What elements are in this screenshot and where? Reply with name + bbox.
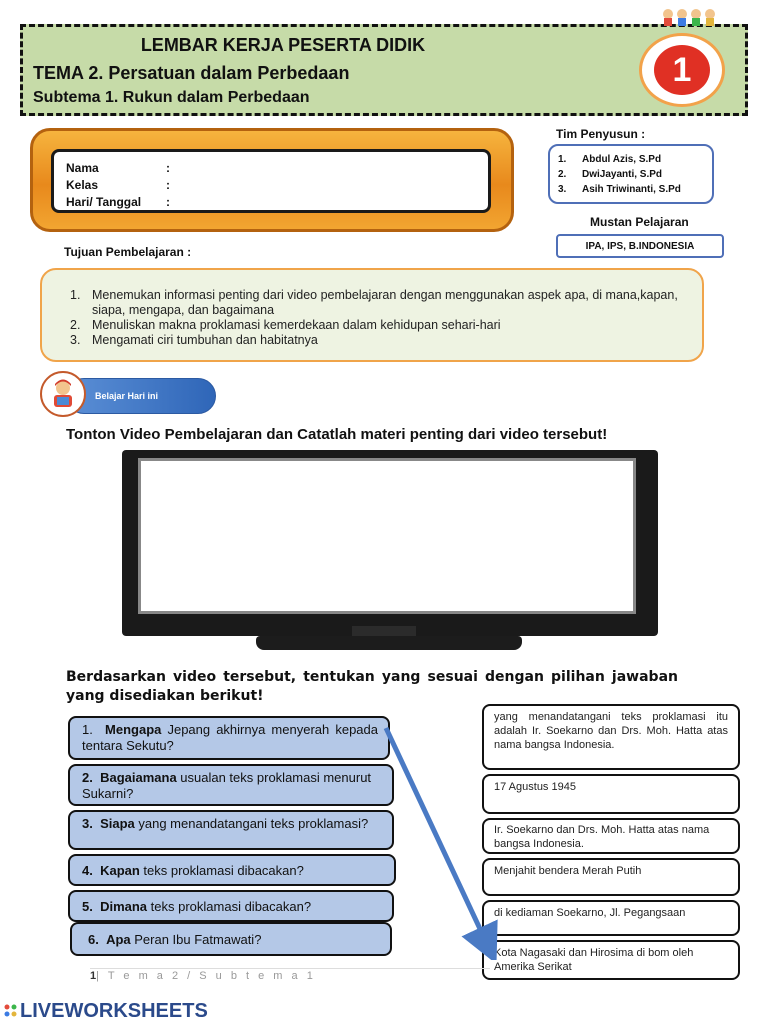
hari-tanggal-field[interactable] bbox=[178, 190, 478, 208]
tim-penyusun-box bbox=[548, 144, 714, 204]
tim-member: 3. Asih Triwinanti, S.Pd bbox=[558, 184, 681, 195]
tim-member: 1. Abdul Azis, S.Pd bbox=[558, 154, 662, 165]
tema-title: TEMA 2. Persatuan dalam Perbedaan bbox=[33, 63, 350, 83]
question-1[interactable]: 1. Mengapa Jepang akhirnya menyerah kepada tentara Sekutu? bbox=[68, 716, 390, 760]
answer-6[interactable]: Kota Nagasaki dan Hirosima di bom oleh Amerika Serikat bbox=[482, 940, 740, 980]
student-reading-icon bbox=[40, 371, 86, 417]
hari-tanggal-label: Hari/ Tanggal bbox=[66, 195, 142, 209]
tujuan-box bbox=[40, 268, 704, 362]
header-banner bbox=[20, 24, 748, 116]
question-3[interactable]: 3. Siapa yang menandatangani teks proklamasi? bbox=[68, 810, 394, 850]
kids-illustration-icon bbox=[660, 6, 720, 26]
answer-5[interactable]: di kediaman Soekarno, Jl. Pegangsaan bbox=[482, 900, 740, 936]
worksheet-title: LEMBAR KERJA PESERTA DIDIK bbox=[140, 35, 426, 55]
nama-field[interactable] bbox=[178, 156, 478, 174]
nama-colon: : bbox=[166, 161, 170, 175]
footer-divider bbox=[90, 968, 490, 969]
tujuan-item: 3. Mengamati ciri tumbuhan dan habitatnya bbox=[70, 333, 318, 347]
tim-penyusun-label: Tim Penyusun : bbox=[556, 127, 646, 141]
tujuan-label: Tujuan Pembelajaran : bbox=[64, 245, 192, 259]
liveworksheets-logo[interactable]: LIVEWORKSHEETS bbox=[20, 1000, 208, 1022]
instruction-matching: Berdasarkan video tersebut, tentukan yang sesuai dengan pilihan jawaban yang disediakan berikut! bbox=[66, 669, 678, 704]
kelas-colon: : bbox=[166, 178, 170, 192]
question-5[interactable]: 5. Dimana teks proklamasi dibacakan? bbox=[68, 890, 394, 922]
question-4[interactable]: 4. Kapan teks proklamasi dibacakan? bbox=[68, 854, 396, 886]
identity-card bbox=[51, 149, 491, 213]
worksheet-number: 1 bbox=[654, 45, 710, 95]
tim-member: 2. DwiJayanti, S.Pd bbox=[558, 169, 663, 180]
nama-label: Nama bbox=[66, 161, 99, 175]
identity-frame bbox=[30, 128, 514, 232]
matching-arrow[interactable] bbox=[380, 720, 500, 960]
liveworksheets-logo-icon bbox=[4, 1004, 18, 1018]
mustan-label: Mustan Pelajaran bbox=[590, 215, 689, 229]
tujuan-item: 1. Menemukan informasi penting dari video pembelajaran dengan menggunakan aspek apa, di mana,kapan, siapa, mengapa, dan bagaimana bbox=[70, 288, 678, 317]
answer-1[interactable]: yang menandatangani teks proklamasi itu adalah Ir. Soekarno dan Drs. Moh. Hatta atas nama bangsa Indonesia. bbox=[482, 704, 740, 770]
answer-3[interactable]: Ir. Soekarno dan Drs. Moh. Hatta atas nama bangsa Indonesia. bbox=[482, 818, 740, 854]
worksheet-number-badge bbox=[639, 33, 725, 107]
video-tv-frame bbox=[122, 450, 658, 636]
hari-tanggal-colon: : bbox=[166, 195, 170, 209]
kelas-field[interactable] bbox=[178, 173, 478, 191]
question-2[interactable]: 2. Bagaiamana usualan teks proklamasi menurut Sukarni? bbox=[68, 764, 394, 806]
instruction-video: Tonton Video Pembelajaran dan Catatlah materi penting dari video tersebut! bbox=[66, 426, 608, 443]
video-player[interactable] bbox=[138, 458, 636, 614]
tv-stand-base bbox=[256, 636, 522, 650]
subtema-title: Subtema 1. Rukun dalam Perbedaan bbox=[33, 89, 310, 106]
answer-2[interactable]: 17 Agustus 1945 bbox=[482, 774, 740, 814]
kelas-label: Kelas bbox=[66, 178, 99, 192]
tujuan-item: 2. Menuliskan makna proklamasi kemerdekaan dalam kehidupan sehari-hari bbox=[70, 318, 501, 332]
mustan-value: IPA, IPS, B.INDONESIA bbox=[556, 234, 724, 258]
belajar-hari-ini-pill: Belajar Hari ini bbox=[66, 378, 216, 414]
answer-4[interactable]: Menjahit bendera Merah Putih bbox=[482, 858, 740, 896]
page-footer: 1| T e m a 2 / S u b t e m a 1 bbox=[90, 970, 316, 982]
question-6[interactable]: 6. Apa Peran Ibu Fatmawati? bbox=[70, 922, 392, 956]
